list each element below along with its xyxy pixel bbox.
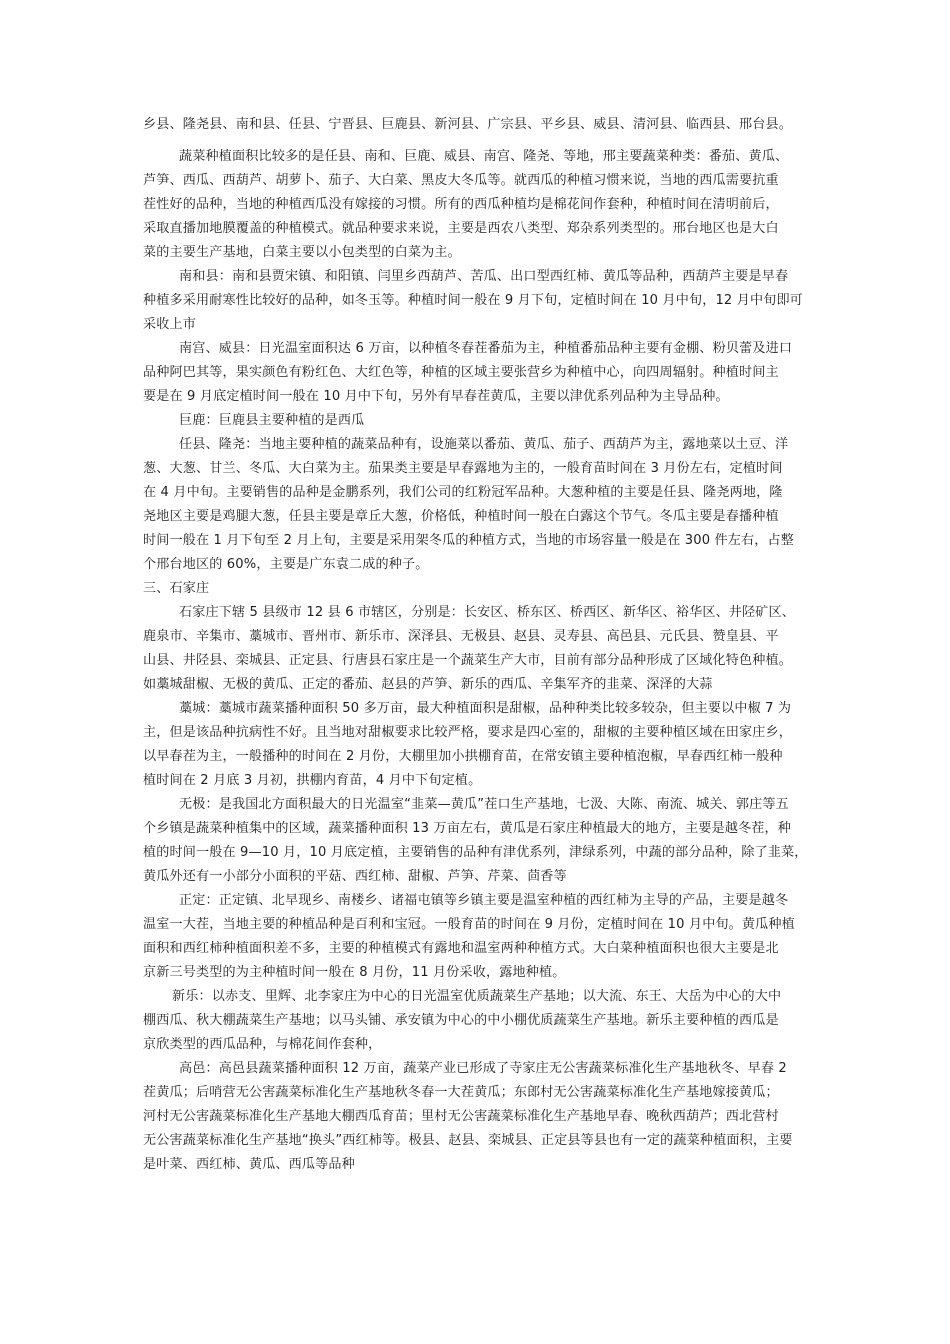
text-line: 巨鹿：巨鹿县主要种植的是西瓜	[179, 413, 365, 428]
text-line: 正定：正定镇、北早现乡、南楼乡、诸福屯镇等乡镇主要是温室种植的西红柿为主导的产品，主要是越冬	[179, 893, 789, 908]
text-line: 山县、井陉县、栾城县、正定县、行唐县石家庄是一个蔬菜生产大市，目前有部分品种形成了区域化特色种植。	[143, 653, 792, 668]
text-line: 温室一大茬，当地主要的种植品种是百利和宝冠。一般育苗的时间在 9 月份，定植时间在 10 月中旬。黄瓜种植	[143, 917, 795, 932]
text-line: 京欣类型的西瓜品种，与棉花间作套种，	[143, 1037, 382, 1052]
text-line: 以早春茬为主，一般播种的时间在 2 月份，大棚里加小拱棚育苗，在常安镇主要种植泡椒，早春西红柿一般种	[143, 749, 783, 764]
text-line: 品种阿巴其等，果实颜色有粉红色、大红色等，种植的区域主要张营乡为种植中心，向四周辐射。种植时间主	[143, 365, 779, 380]
text-line: 时间一般在 1 月下旬至 2 月上旬，主要是采用架冬瓜的种植方式，当地的市场容量一般是在 300 件左右，占整	[143, 533, 794, 548]
text-line: 鹿泉市、辛集市、藁城市、晋州市、新乐市、深泽县、无极县、赵县、灵寿县、高邑县、元氏县、赞皇县、平	[143, 629, 779, 644]
text-line: 新乐：以赤支、里辉、北李家庄为中心的日光温室优质蔬菜生产基地；以大流、东王、大岳为中心的大中	[172, 989, 782, 1004]
text-line: 采取直播加地膜覆盖的种植模式。就品种要求来说，主要是西农八类型、郑杂系列类型的。邢台地区也是大白	[143, 221, 779, 236]
text-line: 乡县、隆尧县、南和县、任县、宁晋县、巨鹿县、新河县、广宗县、平乡县、威县、清河县、临西县、邢台县。	[143, 117, 792, 132]
text-line: 藁城：藁城市蔬菜播种面积 50 多万亩，最大种植面积是甜椒，品种种类比较多较杂，但主要以中椒 7 为	[179, 701, 792, 716]
text-line: 石家庄下辖 5 县级市 12 县 6 市辖区，分别是：长安区、桥东区、桥西区、新华区、裕华区、井陉矿区、	[179, 605, 796, 620]
text-line: 面积和西红柿种植面积差不多，主要的种植模式有露地和温室两种种植方式。大白菜种植面积也很大主要是北	[143, 941, 779, 956]
text-line: 种植多采用耐寒性比较好的品种，如冬玉等。种植时间一般在 9 月下旬，定植时间在 10 月中旬，12 月中旬即可	[143, 293, 803, 308]
text-line: 芦笋、西瓜、西葫芦、胡萝卜、茄子、大白菜、黑皮大冬瓜等。就西瓜的种植习惯来说，当地的西瓜需要抗重	[143, 173, 779, 188]
text-line: 高邑：高邑县蔬菜播种面积 12 万亩，蔬菜产业已形成了寺家庄无公害蔬菜标准化生产基地秋冬、早春 2	[179, 1061, 787, 1076]
text-line: 河村无公害蔬菜标准化生产基地大棚西瓜育苗；里村无公害蔬菜标准化生产基地早春、晚秋西葫芦；西北营村	[143, 1109, 779, 1124]
text-line: 无极：是我国北方面积最大的日光温室“韭菜—黄瓜”茬口生产基地，七汲、大陈、南流、城关、郭庄等五	[179, 797, 789, 812]
text-line: 主，但是该品种抗病性不好。且当地对甜椒要求比较严格，要求是四心室的，甜椒的主要种植区域在田家庄乡，	[143, 725, 792, 740]
text-line: 棚西瓜、秋大棚蔬菜生产基地；以马头铺、承安镇为中心的中小棚优质蔬菜生产基地。新乐主要种植的西瓜是	[143, 1013, 779, 1028]
text-line: 蔬菜种植面积比较多的是任县、南和、巨鹿、威县、南宫、隆尧、等地，邢主要蔬菜种类：番茄、黄瓜、	[179, 149, 789, 164]
text-line: 京新三号类型的为主种植时间一般在 8 月份，11 月份采收，露地种植。	[143, 965, 566, 980]
text-line: 菜的主要生产基地，白菜主要以小包类型的白菜为主。	[143, 245, 461, 260]
document-body	[143, 113, 831, 1177]
text-line: 茬性好的品种，当地的种植西瓜没有嫁接的习惯。所有的西瓜种植均是棉花间作套种，种植时间在清明前后，	[143, 197, 779, 212]
text-line: 任县、隆尧：当地主要种植的蔬菜品种有，设施菜以番茄、黄瓜、茄子、西葫芦为主，露地菜以土豆、洋	[179, 437, 789, 452]
text-line: 黄瓜外还有一小部分小面积的平菇、西红柿、甜椒、芦笋、芹菜、茴香等	[143, 869, 567, 884]
text-line: 植时间在 2 月底 3 月初，拱棚内育苗，4 月中下旬定植。	[143, 773, 482, 788]
text-line: 三、石家庄	[143, 581, 210, 596]
text-line: 是叶菜、西红柿、黄瓜、西瓜等品种	[143, 1157, 355, 1172]
text-line: 尧地区主要是鸡腿大葱，任县主要是章丘大葱，价格低，种植时间一般在白露这个节气。冬瓜主要是春播种植	[143, 509, 779, 524]
text-line: 无公害蔬菜标准化生产基地“换头”西红柿等。极县、赵县、栾城县、正定县等县也有一定的蔬菜种植面积，主要	[143, 1133, 793, 1148]
text-line: 在 4 月中旬。主要销售的品种是金鹏系列，我们公司的红粉冠军品种。大葱种植的主要是任县、隆尧两地，隆	[143, 485, 783, 500]
text-line: 如藁城甜椒、无极的黄瓜、正定的番茄、赵县的芦笋、新乐的西瓜、辛集军齐的韭菜、深泽的大蒜	[143, 677, 713, 692]
text-line: 南和县：南和县贾宋镇、和阳镇、闫里乡西葫芦、苦瓜、出口型西红柿、黄瓜等品种，西葫芦主要是早春	[179, 269, 789, 284]
text-line: 个乡镇是蔬菜种植集中的区域，蔬菜播种面积 13 万亩左右，黄瓜是石家庄种植最大的地方，主要是越冬茬，种	[143, 821, 792, 836]
paragraph-spacer	[143, 137, 831, 145]
text-line: 南宫、威县：日光温室面积达 6 万亩，以种植冬春茬番茄为主，种植番茄品种主要有金棚、粉贝蕾及进口	[179, 341, 793, 356]
text-line: 植的时间一般在 9—10 月，10 月底定植，主要销售的品种有津优系列，津绿系列，中蔬的部分品种，除了韭菜，	[143, 845, 808, 860]
text-line: 个邢台地区的 60%，主要是广东袁二成的种子。	[143, 557, 429, 572]
text-line: 要是在 9 月底定植时间一般在 10 月中下旬，另外有早春茬黄瓜，主要以津优系列品种为主导品种。	[143, 389, 729, 404]
text-line: 葱、大葱、甘兰、冬瓜、大白菜为主。茄果类主要是早春露地为主的，一般育苗时间在 3 月份左右，定植时间	[143, 461, 783, 476]
text-line: 茬黄瓜；后哨营无公害蔬菜标准化生产基地秋冬春一大茬黄瓜；东郎村无公害蔬菜标准化生产基地嫁接黄瓜；	[143, 1085, 779, 1100]
text-line: 采收上市	[143, 317, 196, 332]
